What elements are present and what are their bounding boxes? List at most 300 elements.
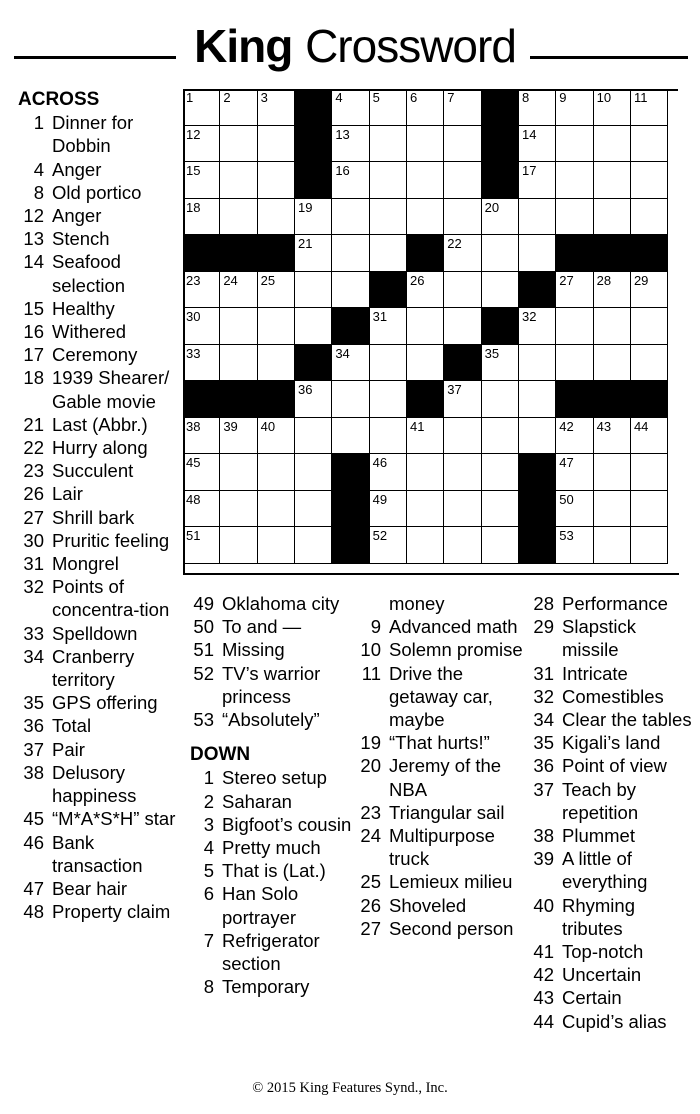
grid-cell[interactable] <box>519 126 556 163</box>
clue-number: 39 <box>533 848 554 870</box>
grid-cell[interactable] <box>258 491 295 528</box>
clue-number: 36 <box>23 715 44 737</box>
clue-number: 50 <box>193 616 214 638</box>
clue-item <box>528 940 696 963</box>
clue-item <box>18 529 178 552</box>
clue-text: Lair <box>52 483 83 505</box>
grid-cell[interactable] <box>556 272 593 309</box>
grid-cell[interactable] <box>258 345 295 382</box>
grid-cell[interactable] <box>183 126 220 163</box>
grid-cell[interactable] <box>220 162 257 199</box>
grid-cell[interactable] <box>482 345 519 382</box>
grid-cell[interactable] <box>444 381 481 418</box>
grid-cell[interactable] <box>444 418 481 455</box>
grid-cell[interactable] <box>631 454 668 491</box>
grid-cell[interactable] <box>258 89 295 126</box>
clue-number: 26 <box>23 483 44 505</box>
clue-item <box>190 859 352 882</box>
grid-cell[interactable] <box>407 308 444 345</box>
clue-text: Refrigerator section <box>222 929 320 975</box>
grid-cell[interactable] <box>594 491 631 528</box>
grid-cell-black <box>407 381 444 418</box>
clue-text: Succulent <box>52 460 134 482</box>
grid-cell[interactable] <box>183 272 220 309</box>
grid-cell[interactable] <box>183 527 220 564</box>
clue-text: Withered <box>52 321 127 343</box>
clue-number: 10 <box>360 639 381 661</box>
grid-cell[interactable] <box>220 126 257 163</box>
cell-number: 21 <box>297 236 313 251</box>
grid-cell[interactable] <box>407 199 444 236</box>
grid-cell[interactable] <box>482 272 519 309</box>
cell-number: 42 <box>559 418 574 434</box>
grid-cell-black <box>556 235 593 272</box>
clue-text: Rhyming tributes <box>562 894 635 939</box>
grid-cell[interactable] <box>594 418 631 455</box>
grid-cell[interactable] <box>220 454 257 491</box>
clue-text: Plummet <box>562 825 635 847</box>
grid-cell[interactable] <box>594 126 631 163</box>
grid-cell[interactable] <box>444 126 481 163</box>
clue-text: Solemn promise <box>389 639 523 661</box>
cell-number: 4 <box>335 90 343 105</box>
grid-cell[interactable] <box>407 345 444 382</box>
grid-cell[interactable] <box>295 418 332 455</box>
grid-cell-black <box>631 381 668 418</box>
down-clues-right <box>528 592 696 1033</box>
grid-cell-black <box>295 126 332 163</box>
across-clues <box>18 88 178 923</box>
title-rule-left <box>14 56 176 59</box>
grid-cell[interactable] <box>519 381 556 418</box>
cell-number: 34 <box>335 345 350 361</box>
grid-cell[interactable] <box>594 272 631 309</box>
grid-cell[interactable] <box>631 418 668 455</box>
clue-number: 29 <box>533 616 554 638</box>
clue-text: Points of concentra-tion <box>52 576 170 621</box>
grid-cell[interactable] <box>407 272 444 309</box>
grid-cell[interactable] <box>519 89 556 126</box>
clue-text: Dinner for Dobbin <box>52 112 134 157</box>
clue-item <box>18 227 178 250</box>
clue-number: 25 <box>360 871 381 893</box>
clue-item <box>190 882 352 928</box>
cell-number: 51 <box>186 528 201 543</box>
clue-number: 44 <box>533 1010 554 1032</box>
grid-cell[interactable] <box>482 199 519 236</box>
grid-cell[interactable] <box>183 199 220 236</box>
grid-cell[interactable] <box>631 308 668 345</box>
clue-text: GPS offering <box>52 692 158 714</box>
grid-cell-black <box>295 89 332 126</box>
grid-cell[interactable] <box>220 89 257 126</box>
grid-cell[interactable] <box>482 454 519 491</box>
clue-number: 38 <box>533 825 554 847</box>
grid-cell[interactable] <box>332 381 369 418</box>
cell-number: 2 <box>223 90 231 105</box>
clue-item <box>190 929 352 975</box>
clue-text: 1939 Shearer/ Gable movie <box>52 367 170 412</box>
clue-text: Uncertain <box>562 964 642 986</box>
grid-cell-black <box>258 235 295 272</box>
grid-cell[interactable] <box>370 89 407 126</box>
clue-item <box>190 836 352 859</box>
grid-cell[interactable] <box>220 491 257 528</box>
grid-cell-black <box>594 235 631 272</box>
grid-cell[interactable] <box>183 454 220 491</box>
grid-cell[interactable] <box>482 418 519 455</box>
grid-cell[interactable] <box>407 418 444 455</box>
grid-cell[interactable] <box>519 345 556 382</box>
grid-cell-black <box>482 308 519 345</box>
clue-number: 41 <box>533 941 554 963</box>
grid-cell[interactable] <box>370 527 407 564</box>
clue-number: 18 <box>23 367 44 389</box>
grid-cell[interactable] <box>444 199 481 236</box>
clue-text: Pretty much <box>222 837 321 859</box>
clue-number: 46 <box>23 831 44 853</box>
clue-text: “Absolutely” <box>222 709 320 731</box>
grid-cell[interactable] <box>295 235 332 272</box>
grid-cell[interactable] <box>258 527 295 564</box>
grid-cell[interactable] <box>631 162 668 199</box>
grid-cell[interactable] <box>556 345 593 382</box>
grid-cell[interactable] <box>258 308 295 345</box>
clue-number: 12 <box>23 205 44 227</box>
grid-cell[interactable] <box>258 454 295 491</box>
grid-cell-black <box>631 235 668 272</box>
grid-cell[interactable] <box>407 162 444 199</box>
clue-text: Bear hair <box>52 877 128 899</box>
clue-text: Advanced math <box>389 616 518 638</box>
grid-cell[interactable] <box>556 162 593 199</box>
grid-cell[interactable] <box>220 345 257 382</box>
grid-cell[interactable] <box>556 454 593 491</box>
clue-item <box>18 343 178 366</box>
grid-cell[interactable] <box>220 527 257 564</box>
clue-number: 32 <box>23 576 44 598</box>
grid-cell[interactable] <box>444 308 481 345</box>
clue-text: TV’s warrior princess <box>222 662 321 707</box>
grid-cell[interactable] <box>482 381 519 418</box>
cell-number: 41 <box>409 418 425 434</box>
grid-cell[interactable] <box>370 491 407 528</box>
grid-cell[interactable] <box>594 345 631 382</box>
grid-cell[interactable] <box>370 308 407 345</box>
clue-text: Shoveled <box>389 894 467 916</box>
clue-number: 8 <box>203 976 214 998</box>
clue-item <box>18 552 178 575</box>
clue-text: Intricate <box>562 662 628 684</box>
grid-cell[interactable] <box>594 89 631 126</box>
clue-text: Drive the getaway car, maybe <box>389 662 493 731</box>
clue-number: 3 <box>203 813 214 835</box>
cell-number: 7 <box>447 90 455 105</box>
grid-cell[interactable] <box>220 418 257 455</box>
grid-cell[interactable] <box>631 345 668 382</box>
clue-item <box>18 807 178 830</box>
cell-number: 28 <box>596 272 612 288</box>
cell-number: 9 <box>559 90 567 105</box>
grid-cell[interactable] <box>407 454 444 491</box>
grid-cell-black <box>370 272 407 309</box>
cell-number: 38 <box>186 418 201 434</box>
grid-cell[interactable] <box>444 491 481 528</box>
grid-cell[interactable] <box>332 199 369 236</box>
clue-text: Saharan <box>222 790 292 812</box>
clue-item <box>528 592 696 615</box>
clue-item <box>18 158 178 181</box>
grid-cell[interactable] <box>444 235 481 272</box>
grid-cell[interactable] <box>594 162 631 199</box>
clue-item <box>528 963 696 986</box>
cell-number: 8 <box>521 90 530 105</box>
title-banner <box>0 14 700 74</box>
clue-text: To and — <box>222 616 302 638</box>
clue-number: 4 <box>203 837 214 859</box>
grid-cell[interactable] <box>332 272 369 309</box>
clue-number: 43 <box>533 987 554 1009</box>
grid-cell[interactable] <box>556 126 593 163</box>
clue-item <box>18 413 178 436</box>
clue-text: Old portico <box>52 181 142 203</box>
cell-number: 32 <box>521 309 537 324</box>
across-heading: ACROSS <box>18 89 100 110</box>
grid-cell[interactable] <box>407 89 444 126</box>
clue-text: Second person <box>389 917 514 939</box>
grid-cell[interactable] <box>295 199 332 236</box>
clue-item <box>18 738 178 761</box>
grid-cell[interactable] <box>482 491 519 528</box>
clue-number: 8 <box>33 181 44 203</box>
grid-cell[interactable] <box>594 199 631 236</box>
clue-item <box>355 870 527 893</box>
clue-text: Bank transaction <box>52 831 143 876</box>
clue-item <box>355 801 527 824</box>
clue-item <box>18 622 178 645</box>
grid-cell[interactable] <box>407 527 444 564</box>
grid-cell[interactable] <box>631 199 668 236</box>
clue-item <box>355 731 527 754</box>
grid-divider <box>183 573 679 575</box>
grid-cell[interactable] <box>295 272 332 309</box>
grid-cell[interactable] <box>332 345 369 382</box>
clue-number: 27 <box>360 917 381 939</box>
clue-number: 33 <box>23 622 44 644</box>
grid-cell[interactable] <box>220 272 257 309</box>
grid-cell[interactable] <box>332 235 369 272</box>
grid-cell[interactable] <box>183 345 220 382</box>
grid-cell[interactable] <box>370 199 407 236</box>
clue-item <box>528 847 696 893</box>
grid-cell[interactable] <box>258 199 295 236</box>
clue-item <box>18 575 178 621</box>
clue-number: 35 <box>533 732 554 754</box>
clue-text: Total <box>52 715 92 737</box>
grid-cell[interactable] <box>258 126 295 163</box>
cell-number: 46 <box>372 455 388 470</box>
clue-number: 42 <box>533 964 554 986</box>
clue-item <box>528 615 696 661</box>
cell-number: 44 <box>633 418 649 434</box>
clue-number: 13 <box>23 228 44 250</box>
cell-number: 18 <box>186 199 201 215</box>
grid-cell[interactable] <box>258 418 295 455</box>
cell-number: 52 <box>372 528 388 543</box>
grid-cell-black <box>258 381 295 418</box>
grid-cell[interactable] <box>444 527 481 564</box>
clue-item <box>18 645 178 691</box>
grid-cell[interactable] <box>444 89 481 126</box>
clue-number: 1 <box>33 112 44 134</box>
clue-number: 6 <box>203 883 214 905</box>
grid-cell[interactable] <box>183 89 220 126</box>
clue-text: Slapstick missile <box>562 616 637 661</box>
grid-cell[interactable] <box>332 89 369 126</box>
clue-number: 21 <box>23 413 44 435</box>
cell-number: 16 <box>335 163 350 178</box>
clue-item <box>18 900 178 923</box>
grid-cell[interactable] <box>295 308 332 345</box>
grid-cell[interactable] <box>444 162 481 199</box>
grid-cell[interactable] <box>370 381 407 418</box>
clue-number: 47 <box>23 877 44 899</box>
grid-cell[interactable] <box>631 527 668 564</box>
grid-cell[interactable] <box>370 126 407 163</box>
grid-cell[interactable] <box>370 454 407 491</box>
clue-number: 16 <box>23 321 44 343</box>
grid-cell[interactable] <box>332 126 369 163</box>
clue-item <box>18 250 178 296</box>
grid-cell[interactable] <box>370 235 407 272</box>
clue-text: Kigali’s land <box>562 732 661 754</box>
grid-cell[interactable] <box>631 491 668 528</box>
grid-cell[interactable] <box>183 418 220 455</box>
clue-item <box>18 436 178 459</box>
clue-text: Bigfoot’s cousin <box>222 813 352 835</box>
grid-cell[interactable] <box>258 272 295 309</box>
cell-number: 49 <box>372 491 388 507</box>
clue-number: 35 <box>23 692 44 714</box>
clue-number: 20 <box>360 755 381 777</box>
grid-cell-black <box>220 381 257 418</box>
grid-cell[interactable] <box>519 308 556 345</box>
grid-cell[interactable] <box>370 162 407 199</box>
grid-cell-black <box>594 381 631 418</box>
grid-cell-black <box>519 272 556 309</box>
grid-cell[interactable] <box>594 308 631 345</box>
grid-cell[interactable] <box>295 454 332 491</box>
grid-cell[interactable] <box>594 454 631 491</box>
clue-text: Oklahoma city <box>222 593 340 614</box>
clue-text: Han Solo portrayer <box>222 883 299 928</box>
grid-cell[interactable] <box>444 272 481 309</box>
clue-number: 23 <box>23 460 44 482</box>
clue-item <box>190 766 352 789</box>
clue-item <box>18 204 178 227</box>
title-rule-right <box>530 56 688 59</box>
grid-cell[interactable] <box>332 418 369 455</box>
clue-text: Pair <box>52 738 85 760</box>
clue-item <box>18 366 178 412</box>
grid-cell[interactable] <box>220 308 257 345</box>
grid-cell[interactable] <box>594 527 631 564</box>
grid-cell-black <box>519 527 556 564</box>
cell-number: 33 <box>186 345 201 361</box>
grid-cell[interactable] <box>295 527 332 564</box>
clue-number: 49 <box>193 593 214 614</box>
grid-cell[interactable] <box>631 126 668 163</box>
grid-cell[interactable] <box>370 345 407 382</box>
grid-cell[interactable] <box>407 126 444 163</box>
grid-cell[interactable] <box>556 418 593 455</box>
clue-item <box>18 761 178 807</box>
grid-cell[interactable] <box>482 527 519 564</box>
grid-cell[interactable] <box>295 491 332 528</box>
grid-cell[interactable] <box>556 89 593 126</box>
clue-number: 4 <box>33 158 44 180</box>
clue-number: 37 <box>533 778 554 800</box>
grid-cell[interactable] <box>183 308 220 345</box>
grid-cell[interactable] <box>519 162 556 199</box>
clue-number: 34 <box>533 709 554 731</box>
grid-cell[interactable] <box>183 162 220 199</box>
clue-text: Stereo setup <box>222 767 327 789</box>
grid-cell[interactable] <box>519 235 556 272</box>
clue-text: Comestibles <box>562 685 664 707</box>
clue-item <box>18 320 178 343</box>
grid-cell[interactable] <box>631 272 668 309</box>
clue-text: Clear the tables <box>562 709 692 731</box>
clue-item <box>18 111 178 157</box>
grid-cell[interactable] <box>631 89 668 126</box>
grid-cell[interactable] <box>556 527 593 564</box>
clue-text: Last (Abbr.) <box>52 413 148 435</box>
grid-cell[interactable] <box>258 162 295 199</box>
clue-item <box>528 824 696 847</box>
grid-cell-black <box>332 454 369 491</box>
grid-cell-black <box>183 235 220 272</box>
cell-number: 14 <box>521 126 537 142</box>
grid-cell[interactable] <box>556 308 593 345</box>
grid-cell[interactable] <box>183 491 220 528</box>
clue-text: A little of everything <box>562 848 648 893</box>
grid-cell[interactable] <box>370 418 407 455</box>
clue-number: 15 <box>23 297 44 319</box>
clue-text: Shrill bark <box>52 506 135 528</box>
clue-number <box>355 592 389 615</box>
grid-cell[interactable] <box>556 491 593 528</box>
grid-cell[interactable] <box>519 199 556 236</box>
grid-cell[interactable] <box>407 491 444 528</box>
clue-item <box>355 615 527 638</box>
clue-text: Temporary <box>222 976 310 998</box>
grid-cell[interactable] <box>332 162 369 199</box>
grid-cell[interactable] <box>519 418 556 455</box>
grid-cell-black <box>482 162 519 199</box>
grid-cell[interactable] <box>444 454 481 491</box>
grid-cell[interactable] <box>482 235 519 272</box>
clue-item <box>190 708 352 731</box>
clue-item <box>528 731 696 754</box>
clue-text: Seafood selection <box>52 251 126 296</box>
clue-item <box>355 894 527 917</box>
clue-item <box>18 506 178 529</box>
grid-cell[interactable] <box>220 199 257 236</box>
grid-cell[interactable] <box>556 199 593 236</box>
grid-cell[interactable] <box>295 381 332 418</box>
clue-number: 22 <box>23 437 44 459</box>
